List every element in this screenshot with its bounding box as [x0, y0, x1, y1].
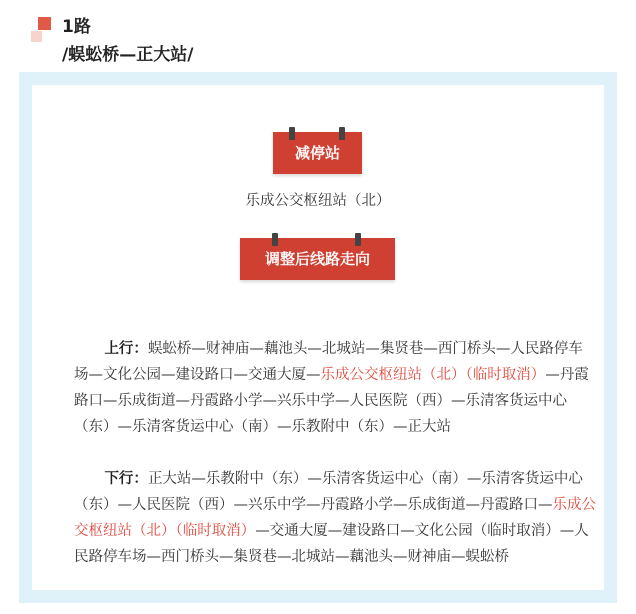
- downbound-stops-before: 正大站—乐教附中（东）—乐清客货运中心（南）—乐清客货运中心（东）—人民医院（西）—兴乐中学—丹霞路小学—乐成街道—丹霞路口—: [74, 470, 583, 513]
- adjusted-route-tag: [240, 238, 395, 280]
- downbound-route: [74, 466, 596, 570]
- header-decoration-square: [38, 17, 51, 30]
- downbound-cancelled-stop: 乐成公交枢纽站（北）（临时取消）: [74, 496, 596, 539]
- route-number: 1路: [62, 17, 91, 37]
- notice-card: [19, 72, 617, 603]
- pin-icon: [355, 233, 361, 246]
- adjusted-route-tag-label: 调整后线路走向: [264, 250, 370, 268]
- pin-icon: [272, 233, 278, 246]
- suspended-stop-tag: [273, 132, 362, 174]
- header-decoration-square-light: [31, 31, 42, 42]
- upbound-stops-before: 蜈蚣桥—财神庙—藕池头—北城站—集贤巷—西门桥头—人民路停车场—文化公园—建设路口—交通大厦—: [74, 340, 583, 383]
- notice-card-body: [32, 85, 604, 590]
- upbound-cancelled-stop: 乐成公交枢纽站（北）（临时取消）: [320, 366, 546, 383]
- pin-icon: [339, 127, 345, 140]
- upbound-label: 上行：: [104, 340, 148, 357]
- pin-icon: [289, 127, 295, 140]
- suspended-stop-tag-label: 减停站: [294, 144, 340, 162]
- upbound-stops-after: —丹霞路口—乐成街道—丹霞路小学—兴乐中学—人民医院（西）—乐清客货运中心（东）—乐清客货运中心（南）—乐教附中（东）—正大站: [74, 366, 589, 435]
- route-span: /蜈蚣桥—正大站/: [62, 45, 194, 65]
- upbound-route: [74, 336, 596, 440]
- downbound-label: 下行：: [104, 470, 148, 487]
- route-header: [14, 10, 614, 70]
- downbound-stops-after: —交通大厦—建设路口—文化公园（临时取消）—人民路停车场—西门桥头—集贤巷—北城站—藕池头—财神庙—蜈蚣桥: [74, 522, 589, 565]
- suspended-stop-name: 乐成公交枢纽站（北）: [245, 193, 391, 209]
